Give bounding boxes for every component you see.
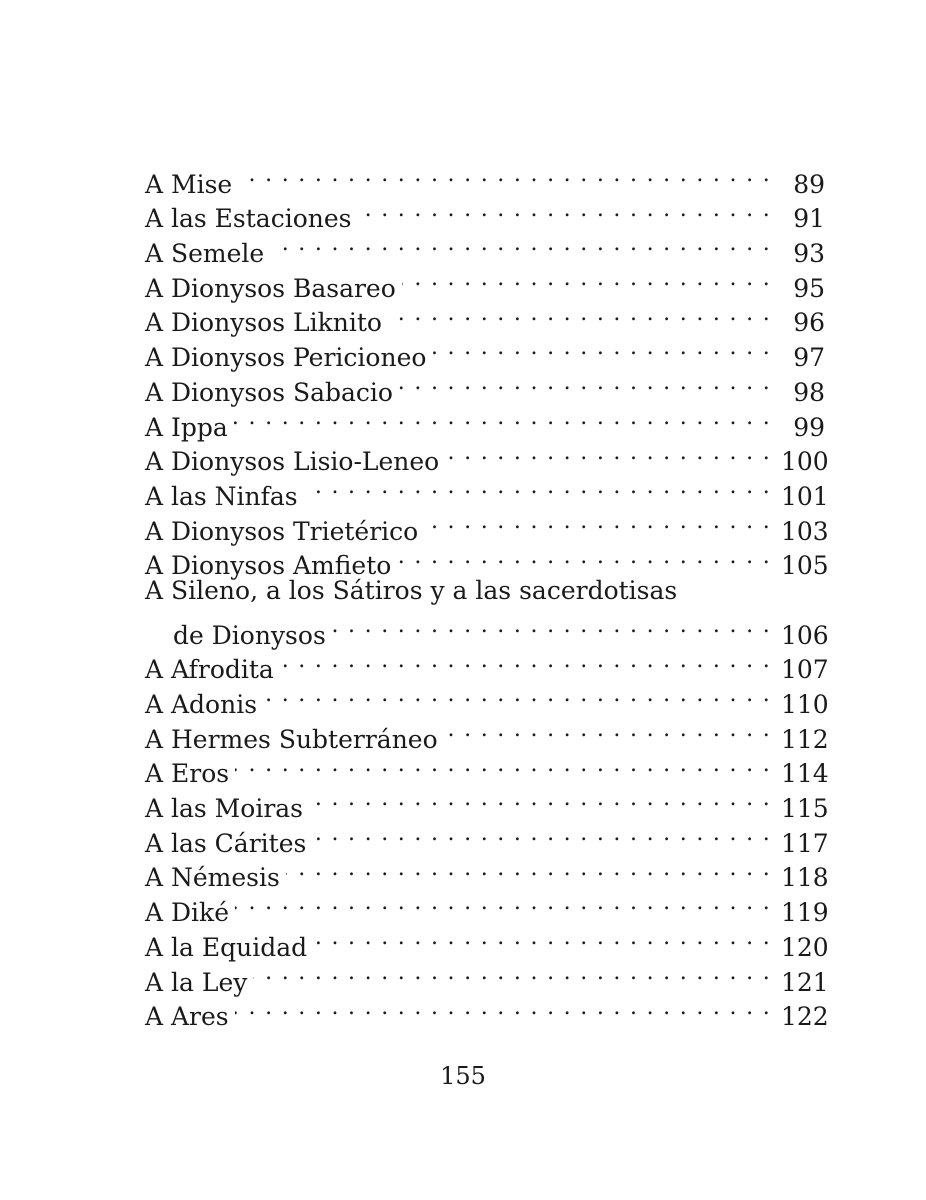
dot-leader <box>235 886 771 921</box>
toc-entry-page: 105 <box>781 551 829 581</box>
toc-entry-title: A Ippa <box>145 412 228 442</box>
dot-leader <box>312 817 771 852</box>
dot-leader <box>357 193 771 228</box>
toc-entry <box>145 193 825 234</box>
toc-entry-title: A la Equidad <box>145 932 308 962</box>
toc-entry-title: A Dionysos Liknito <box>145 308 382 338</box>
toc-entry-page: 93 <box>793 239 825 269</box>
toc-entry-title: A las Cárites <box>145 828 307 858</box>
toc-entry-page: 99 <box>793 412 825 442</box>
toc-entry-page: 103 <box>781 516 829 546</box>
toc-entry-title: A Mise <box>145 169 233 199</box>
toc-entry-page: 100 <box>781 447 829 477</box>
toc-entry-page: 114 <box>781 759 829 789</box>
dot-leader <box>397 540 771 575</box>
toc-entry-title: A las Ninfas <box>145 481 298 511</box>
toc-entry <box>145 991 829 1032</box>
dot-leader <box>234 401 771 436</box>
toc-entry-continuation <box>145 609 829 650</box>
dot-leader <box>402 262 771 297</box>
toc-entry <box>145 748 829 789</box>
toc-entry-title: A Ares <box>145 1002 229 1032</box>
page-number: 155 <box>440 1062 486 1090</box>
toc-entry-title: A las Moiras <box>145 794 304 824</box>
toc-entry-page: 96 <box>793 308 825 338</box>
dot-leader <box>399 366 771 401</box>
toc-entry-page: 119 <box>781 898 829 928</box>
toc-entry-page: 120 <box>781 932 829 962</box>
toc-entry-title: A Adonis <box>145 690 258 720</box>
dot-leader <box>313 921 771 956</box>
toc-entry-title: A Diké <box>145 898 229 928</box>
toc-entry-page: 106 <box>781 620 829 650</box>
dot-leader <box>424 505 771 540</box>
toc-entry-page: 95 <box>793 273 825 303</box>
toc-entry-page: 98 <box>793 377 825 407</box>
dot-leader <box>445 436 771 471</box>
toc-entry-page: 107 <box>781 655 829 685</box>
toc-entry-page: 117 <box>781 828 829 858</box>
dot-leader <box>235 748 771 783</box>
dot-leader <box>432 331 771 366</box>
toc-entry-title: A Dionysos Trietérico <box>145 516 419 546</box>
dot-leader <box>309 782 771 817</box>
dot-leader <box>286 852 771 887</box>
dot-leader <box>253 956 771 991</box>
toc-entry-page: 122 <box>781 1002 829 1032</box>
toc-entry <box>145 436 829 477</box>
dot-leader <box>388 297 771 332</box>
dot-leader <box>332 609 771 644</box>
toc-entry <box>145 886 829 928</box>
table-of-contents <box>145 158 829 1032</box>
dot-leader <box>280 644 771 679</box>
toc-entry <box>145 921 829 962</box>
dot-leader <box>263 678 771 713</box>
toc-entry-title: A Dionysos Pericioneo <box>145 343 427 373</box>
toc-entry-title: A la Ley <box>145 967 248 997</box>
toc-entry-page: 89 <box>793 169 825 199</box>
toc-entry-title: A Némesis <box>145 863 280 893</box>
toc-entry-page: 91 <box>793 204 825 234</box>
toc-entry <box>145 574 829 650</box>
toc-entry-page: 110 <box>781 690 829 720</box>
dot-leader <box>270 227 771 262</box>
toc-entry-page: 112 <box>781 724 829 754</box>
toc-entry-page: 97 <box>793 343 825 373</box>
dot-leader <box>304 470 771 505</box>
toc-entry-title-continued: de Dionysos <box>173 620 326 650</box>
toc-entry <box>145 401 825 442</box>
toc-entry-title: A Semele <box>145 239 265 269</box>
toc-entry <box>145 782 829 824</box>
dot-leader <box>444 713 771 748</box>
toc-entry-title: A Eros <box>145 759 230 789</box>
toc-entry <box>145 158 825 199</box>
toc-entry-title: A Sileno, a los Sátiros y a las sacerdotisas <box>145 576 678 606</box>
toc-entry-title: A Dionysos Basareo <box>145 273 396 303</box>
toc-entry-page: 101 <box>781 481 829 511</box>
toc-entry-title: A Dionysos Amfieto <box>145 551 392 581</box>
toc-entry-page: 115 <box>781 794 829 824</box>
toc-entry-title: A las Estaciones <box>145 204 352 234</box>
toc-entry-title: A Hermes Subterráneo <box>145 724 438 754</box>
toc-entry-page: 121 <box>781 967 829 997</box>
toc-entry-page: 118 <box>781 863 829 893</box>
dot-leader <box>238 158 771 193</box>
toc-entry-title: A Afrodita <box>145 655 274 685</box>
toc-entry-title: A Dionysos Sabacio <box>145 377 393 407</box>
toc-entry-title: A Dionysos Lisio-Leneo <box>145 447 440 477</box>
dot-leader <box>235 991 771 1026</box>
